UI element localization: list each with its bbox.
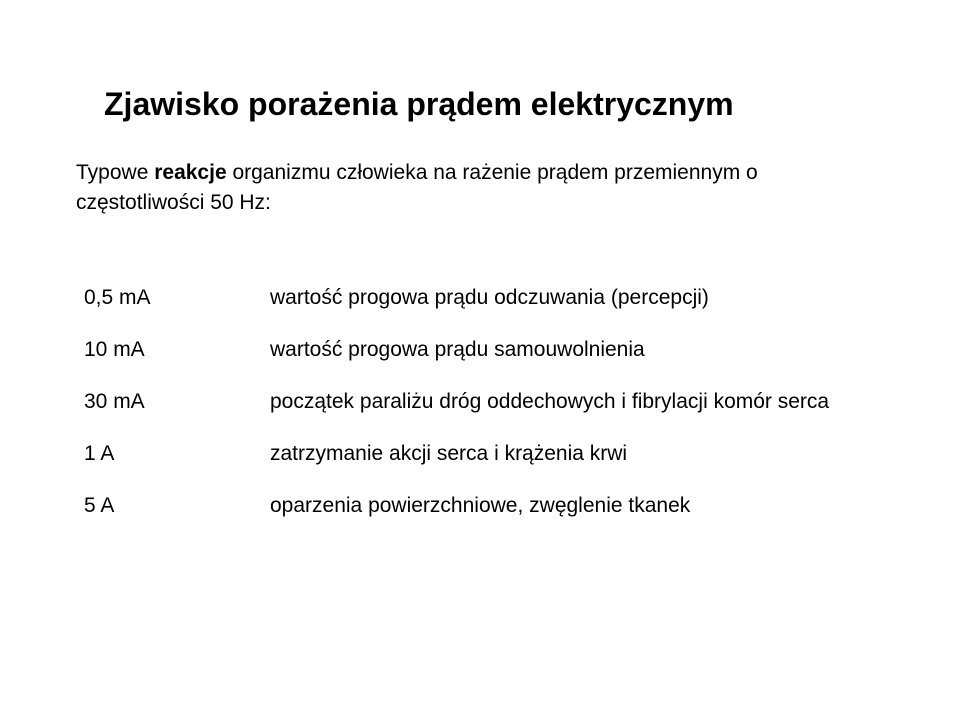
intro-text-end: organizmu człowieka na rażenie prądem przemiennym o częstotliwości 50 Hz:: [76, 161, 758, 214]
reaction-description: wartość progowa prądu odczuwania (percepcji): [270, 286, 709, 309]
current-value: 30 mA: [84, 390, 145, 413]
slide-title: Zjawisko porażenia prądem elektrycznym: [104, 86, 734, 122]
reaction-row: [84, 428, 884, 480]
intro-text-start: Typowe: [76, 161, 155, 184]
reaction-row: [84, 480, 884, 532]
current-value: 0,5 mA: [84, 286, 151, 309]
reaction-description: oparzenia powierzchniowe, zwęglenie tkanek: [270, 494, 691, 517]
current-value: 10 mA: [84, 338, 145, 361]
reaction-description: początek paraliżu dróg oddechowych i fibrylacji komór serca: [270, 390, 830, 413]
current-value: 5 A: [84, 494, 115, 517]
reaction-row: [84, 272, 884, 324]
reaction-description: zatrzymanie akcji serca i krążenia krwi: [270, 442, 628, 465]
intro-text: [76, 158, 836, 218]
reaction-row: [84, 376, 884, 428]
reaction-list: [84, 272, 884, 532]
reaction-description: wartość progowa prądu samouwolnienia: [270, 338, 645, 361]
reaction-row: [84, 324, 884, 376]
intro-text-emphasis: reakcje: [154, 161, 227, 184]
current-value: 1 A: [84, 442, 115, 465]
